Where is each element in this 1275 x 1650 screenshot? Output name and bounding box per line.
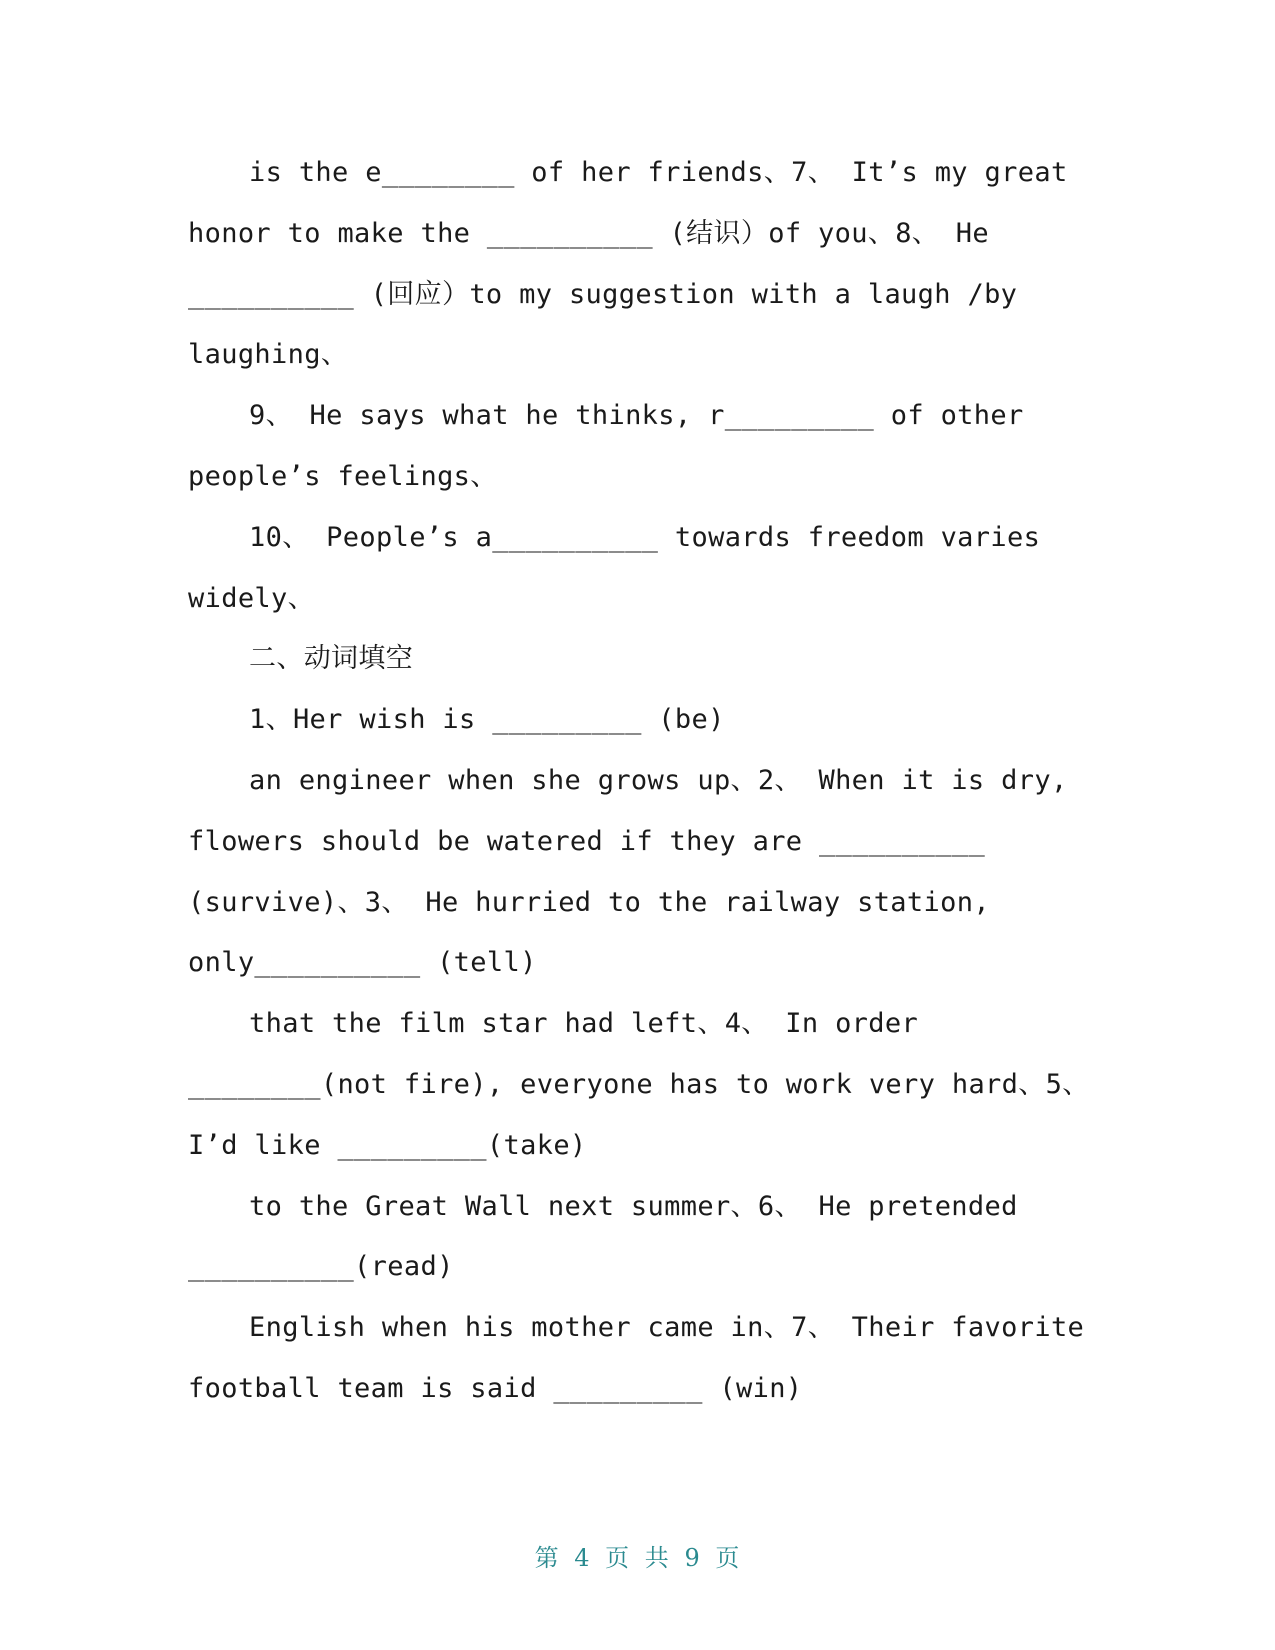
text-line-14: only__________ (tell) [188, 947, 537, 979]
text-line-4: laughing、 [188, 339, 349, 371]
text-line-17: I’d like _________(take) [188, 1129, 587, 1161]
page-number-footer: 第 4 页 共 9 页 [534, 1544, 741, 1572]
text-line-13: (survive)、3、 He hurried to the railway station, [188, 886, 990, 918]
text-line-20: English when his mother came in、7、 Their favorite [249, 1312, 1085, 1344]
text-line-8: widely、 [188, 582, 315, 614]
text-line-19: __________(read) [188, 1251, 454, 1283]
text-line-3: __________ (回应）to my suggestion with a laugh /by [188, 278, 1018, 310]
section-heading: 二、动词填空 [249, 643, 414, 675]
text-line-10: 1、Her wish is _________ (be) [249, 704, 725, 736]
text-line-6: people’s feelings、 [188, 460, 498, 492]
document-body [188, 148, 1090, 1425]
text-line-18: to the Great Wall next summer、6、 He pretended [249, 1190, 1018, 1222]
text-line-16: ________(not fire), everyone has to work very hard、5、 [188, 1068, 1090, 1100]
text-line-21: football team is said _________ (win) [188, 1372, 803, 1404]
text-line-2: honor to make the __________ (结识）of you、8、 He [188, 217, 989, 249]
text-line-11: an engineer when she grows up、2、 When it is dry, [249, 764, 1068, 796]
text-line-1: is the e________ of her friends、7、 It’s my great [249, 157, 1068, 188]
text-line-12: flowers should be watered if they are __________ [188, 825, 986, 857]
text-line-15: that the film star had left、4、 In order [249, 1008, 919, 1040]
text-line-7: 10、 People’s a__________ towards freedom varies [249, 521, 1041, 553]
text-line-5: 9、 He says what he thinks, r_________ of other [249, 400, 1024, 432]
